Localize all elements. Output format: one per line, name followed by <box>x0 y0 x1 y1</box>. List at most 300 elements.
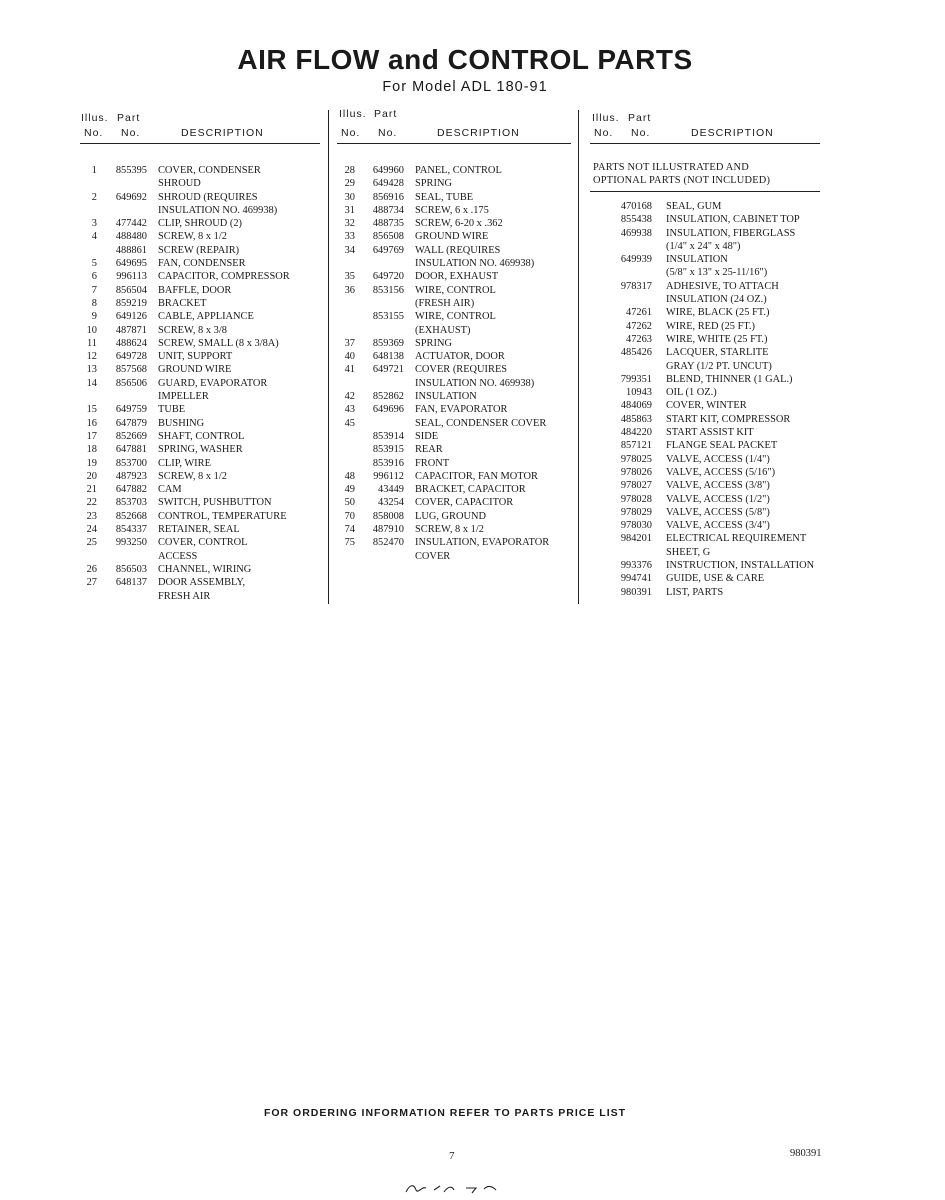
part-description: VALVE, ACCESS (1/4") <box>666 453 770 465</box>
part-number: 978026 <box>620 466 652 478</box>
not-illustrated-heading <box>593 161 770 188</box>
part-description: COVER, WINTER <box>666 400 747 412</box>
parts-row <box>590 559 840 572</box>
parts-list-column-1 <box>80 164 325 603</box>
part-description: (5/8" x 13" x 25-11/16") <box>666 267 768 279</box>
part-description: CLIP, SHROUD (2) <box>158 218 242 230</box>
part-description: GROUND WIRE <box>158 364 232 376</box>
part-description: CHANNEL, WIRING <box>158 563 252 575</box>
part-description: UNIT, SUPPORT <box>158 351 233 363</box>
parts-row <box>80 177 325 190</box>
part-number: 485863 <box>620 413 652 425</box>
part-description: BLEND, THINNER (1 GAL.) <box>666 373 793 385</box>
parts-row <box>337 191 575 204</box>
parts-row <box>590 439 840 452</box>
part-description: SHEET, G <box>666 546 711 558</box>
part-description: WIRE, WHITE (25 FT.) <box>666 333 768 345</box>
parts-row <box>80 284 325 297</box>
parts-row <box>80 550 325 563</box>
part-number: 649728 <box>115 351 147 363</box>
part-description: LUG, GROUND <box>415 510 486 522</box>
parts-row <box>590 386 840 399</box>
part-description: LACQUER, STARLITE <box>666 347 769 359</box>
part-description: ACCESS <box>158 550 198 562</box>
part-description: SCREW, 8 x 3/8 <box>158 324 227 336</box>
part-number: 980391 <box>620 586 652 598</box>
parts-row <box>337 390 575 403</box>
part-number: 978029 <box>620 506 652 518</box>
illus-number: 30 <box>344 191 355 203</box>
part-number: 647882 <box>115 484 147 496</box>
part-number: 984201 <box>620 533 652 545</box>
illus-number: 37 <box>344 337 355 349</box>
part-number: 852668 <box>115 510 147 522</box>
part-description: INSULATION <box>415 391 477 403</box>
part-number: 978025 <box>620 453 652 465</box>
part-description: (1/4" x 24" x 48") <box>666 240 741 252</box>
part-number: 43449 <box>378 484 404 496</box>
illus-number: 3 <box>91 218 97 230</box>
illus-number: 75 <box>344 537 355 549</box>
parts-row <box>590 346 840 359</box>
part-description: SHAFT, CONTROL <box>158 430 245 442</box>
parts-row <box>337 483 575 496</box>
part-number: 853155 <box>372 311 404 323</box>
parts-row <box>80 217 325 230</box>
illus-number: 2 <box>91 191 97 203</box>
illus-number: 70 <box>344 510 355 522</box>
part-number: 855438 <box>620 214 652 226</box>
part-number: 855395 <box>115 165 147 176</box>
illus-number: 45 <box>344 417 355 429</box>
parts-row <box>590 240 840 253</box>
parts-row <box>590 532 840 545</box>
part-number: 853916 <box>372 457 404 469</box>
illus-number: 17 <box>86 430 97 442</box>
part-number: 648138 <box>372 351 404 363</box>
illus-number: 42 <box>344 391 355 403</box>
parts-row <box>590 227 840 240</box>
parts-row <box>337 257 575 270</box>
part-description: SEAL, CONDENSER COVER <box>415 417 547 429</box>
parts-row <box>590 546 840 559</box>
illus-number: 15 <box>86 404 97 416</box>
parts-row <box>337 164 575 177</box>
part-description: VALVE, ACCESS (5/16") <box>666 466 776 478</box>
part-number: 859219 <box>115 297 147 309</box>
part-description: FAN, EVAPORATOR <box>415 404 508 416</box>
part-number: 858008 <box>372 510 404 522</box>
document-code: 980391 <box>790 1148 822 1159</box>
part-description: START ASSIST KIT <box>666 427 754 439</box>
parts-row <box>80 324 325 337</box>
part-description: CABLE, APPLIANCE <box>158 311 254 323</box>
parts-row <box>80 403 325 416</box>
parts-row <box>80 310 325 323</box>
parts-row <box>337 244 575 257</box>
parts-row <box>337 270 575 283</box>
parts-row <box>337 297 575 310</box>
parts-list-column-2 <box>337 164 575 563</box>
parts-row <box>337 536 575 549</box>
part-number: 853156 <box>372 284 404 296</box>
part-number: 649759 <box>115 404 147 416</box>
part-number: 649769 <box>372 244 404 256</box>
part-description: VALVE, ACCESS (3/4") <box>666 520 770 532</box>
parts-row <box>80 164 325 177</box>
col3-no2-header: No. <box>631 127 651 139</box>
parts-row <box>80 390 325 403</box>
part-number: 647879 <box>115 417 147 429</box>
part-description: SHROUD <box>158 178 201 190</box>
part-number: 649721 <box>372 364 404 376</box>
part-description: SCREW, 8 x 1/2 <box>158 231 227 243</box>
part-description: BRACKET <box>158 297 207 309</box>
part-description: GRAY (1/2 PT. UNCUT) <box>666 360 772 372</box>
part-description: WIRE, BLACK (25 FT.) <box>666 307 770 319</box>
part-number: 996113 <box>116 271 147 283</box>
part-description: SCREW, 6 x .175 <box>415 204 489 216</box>
part-description: FRONT <box>415 457 450 469</box>
part-description: FAN, CONDENSER <box>158 258 246 270</box>
part-description: SEAL, TUBE <box>415 191 474 203</box>
parts-row <box>590 572 840 585</box>
parts-row <box>337 430 575 443</box>
parts-row <box>590 519 840 532</box>
parts-row <box>337 310 575 323</box>
part-number: 857121 <box>620 440 652 452</box>
col1-illus-header: Illus. <box>81 112 109 124</box>
parts-row <box>80 457 325 470</box>
illus-number: 11 <box>86 337 97 349</box>
illus-number: 24 <box>86 524 97 536</box>
parts-row <box>590 213 840 226</box>
part-number: 488861 <box>115 244 147 256</box>
part-description: ELECTRICAL REQUIREMENT <box>666 533 807 545</box>
parts-row <box>80 590 325 603</box>
part-number: 485426 <box>620 347 652 359</box>
parts-row <box>337 523 575 536</box>
part-description: INSULATION NO. 469938) <box>415 258 535 270</box>
part-number: 799351 <box>620 373 652 385</box>
parts-row <box>337 510 575 523</box>
part-description: COVER, CONDENSER <box>158 165 261 176</box>
part-number: 649960 <box>372 165 404 176</box>
illus-number: 31 <box>344 204 355 216</box>
part-description: TUBE <box>158 404 186 416</box>
column-divider-1 <box>328 110 329 604</box>
part-number: 649696 <box>372 404 404 416</box>
parts-row <box>80 297 325 310</box>
illus-number: 32 <box>344 218 355 230</box>
part-number: 484220 <box>620 427 652 439</box>
part-description: PANEL, CONTROL <box>415 165 502 176</box>
part-number: 978317 <box>620 280 652 292</box>
part-description: (EXHAUST) <box>415 324 471 336</box>
part-number: 488480 <box>115 231 147 243</box>
part-number: 648137 <box>115 577 147 589</box>
illus-number: 14 <box>86 377 97 389</box>
part-number: 978028 <box>620 493 652 505</box>
illus-number: 40 <box>344 351 355 363</box>
illus-number: 23 <box>86 510 97 522</box>
col1-part-header: Part <box>117 112 141 124</box>
parts-row <box>590 413 840 426</box>
illus-number: 1 <box>91 165 97 176</box>
parts-row <box>590 506 840 519</box>
part-number: 856916 <box>372 191 404 203</box>
parts-list-column-3 <box>590 200 840 599</box>
part-number: 487923 <box>115 470 147 482</box>
part-description: COVER, CAPACITOR <box>415 497 514 509</box>
illus-number: 41 <box>344 364 355 376</box>
part-description: REAR <box>415 444 443 456</box>
parts-row <box>80 337 325 350</box>
part-number: 488735 <box>372 218 404 230</box>
part-description: CLIP, WIRE <box>158 457 211 469</box>
illus-number: 21 <box>86 484 97 496</box>
part-description: WIRE, CONTROL <box>415 284 496 296</box>
parts-row <box>80 536 325 549</box>
part-description: RETAINER, SEAL <box>158 524 240 536</box>
model-subtitle: For Model ADL 180-91 <box>382 79 548 95</box>
parts-row <box>80 417 325 430</box>
part-description: FRESH AIR <box>158 590 211 602</box>
part-number: 488734 <box>372 204 404 216</box>
not-illustrated-heading-line2: OPTIONAL PARTS (NOT INCLUDED) <box>593 175 771 187</box>
part-description: BAFFLE, DOOR <box>158 284 232 296</box>
parts-row <box>80 576 325 589</box>
page-title: AIR FLOW and CONTROL PARTS <box>237 44 693 75</box>
parts-row <box>337 550 575 563</box>
parts-row <box>590 479 840 492</box>
part-number: 487871 <box>115 324 147 336</box>
part-description: START KIT, COMPRESSOR <box>666 413 791 425</box>
part-description: SPRING <box>415 178 452 190</box>
part-description: COVER (REQUIRES <box>415 364 508 376</box>
part-description: GUIDE, USE & CARE <box>666 573 765 585</box>
illus-number: 26 <box>86 563 97 575</box>
col2-illus-header: Illus. <box>339 108 367 120</box>
parts-row <box>590 399 840 412</box>
illus-number: 74 <box>344 524 355 536</box>
parts-row <box>337 470 575 483</box>
part-number: 47261 <box>626 307 652 319</box>
part-number: 856506 <box>115 377 147 389</box>
part-description: INSULATION <box>666 254 728 266</box>
parts-row <box>590 333 840 346</box>
parts-row <box>590 360 840 373</box>
col3-description-header: DESCRIPTION <box>691 127 774 139</box>
part-number: 488624 <box>115 337 147 349</box>
parts-row <box>80 443 325 456</box>
part-number: 477442 <box>115 218 147 230</box>
parts-row <box>337 496 575 509</box>
parts-row <box>80 510 325 523</box>
parts-row <box>80 244 325 257</box>
part-description: DOOR, EXHAUST <box>415 271 499 283</box>
part-number: 856504 <box>115 284 147 296</box>
part-description: WIRE, RED (25 FT.) <box>666 320 755 332</box>
parts-row <box>337 177 575 190</box>
illus-number: 43 <box>344 404 355 416</box>
illus-number: 49 <box>344 484 355 496</box>
part-number: 649720 <box>372 271 404 283</box>
illus-number: 50 <box>344 497 355 509</box>
illus-number: 7 <box>91 284 97 296</box>
part-number: 859369 <box>372 337 404 349</box>
parts-row <box>80 257 325 270</box>
part-number: 47262 <box>626 320 652 332</box>
parts-row <box>337 337 575 350</box>
part-number: 853915 <box>372 444 404 456</box>
illus-number: 48 <box>344 470 355 482</box>
parts-row <box>80 230 325 243</box>
part-description: SCREW (REPAIR) <box>158 244 240 256</box>
illus-number: 36 <box>344 284 355 296</box>
part-description: SCREW, 8 x 1/2 <box>415 524 484 536</box>
illus-number: 19 <box>86 457 97 469</box>
part-number: 993250 <box>115 537 147 549</box>
part-number: 853700 <box>115 457 147 469</box>
part-number: 469938 <box>620 227 652 239</box>
col2-part-header: Part <box>374 108 398 120</box>
parts-row <box>337 230 575 243</box>
parts-row <box>80 350 325 363</box>
illus-number: 22 <box>86 497 97 509</box>
part-description: (FRESH AIR) <box>415 297 475 309</box>
parts-row <box>80 430 325 443</box>
part-number: 47263 <box>626 333 652 345</box>
col1-description-header: DESCRIPTION <box>181 127 264 139</box>
illus-number: 35 <box>344 271 355 283</box>
part-description: SWITCH, PUSHBUTTON <box>158 497 272 509</box>
parts-row <box>337 324 575 337</box>
part-number: 852862 <box>372 391 404 403</box>
col2-no-header: No. <box>341 127 361 139</box>
part-description: CAPACITOR, FAN MOTOR <box>415 470 538 482</box>
parts-row <box>590 426 840 439</box>
parts-row <box>80 496 325 509</box>
part-description: SPRING <box>415 337 452 349</box>
col1-no2-header: No. <box>121 127 141 139</box>
parts-row <box>590 373 840 386</box>
col2-header-rule <box>337 143 571 144</box>
part-description: SCREW, 6-20 x .362 <box>415 218 503 230</box>
illus-number: 8 <box>91 297 97 309</box>
parts-row <box>80 363 325 376</box>
part-number: 853703 <box>115 497 147 509</box>
part-number: 10943 <box>626 387 652 399</box>
part-description: CAM <box>158 484 182 496</box>
part-number: 852470 <box>372 537 404 549</box>
illus-number: 18 <box>86 444 97 456</box>
illus-number: 6 <box>91 271 97 283</box>
col3-illus-header: Illus. <box>592 112 620 124</box>
parts-row <box>80 483 325 496</box>
part-number: 649126 <box>115 311 147 323</box>
part-description: INSTRUCTION, INSTALLATION <box>666 560 815 572</box>
part-description: OIL (1 OZ.) <box>666 387 717 399</box>
illus-number: 16 <box>86 417 97 429</box>
illus-number: 5 <box>91 258 97 270</box>
parts-row <box>337 350 575 363</box>
part-number: 993376 <box>620 560 652 572</box>
illus-number: 12 <box>86 351 97 363</box>
part-number: 996112 <box>373 470 404 482</box>
parts-row <box>337 417 575 430</box>
parts-row <box>590 586 840 599</box>
part-number: 484069 <box>620 400 652 412</box>
part-number: 649692 <box>115 191 147 203</box>
col3-no-header: No. <box>594 127 614 139</box>
parts-row <box>337 284 575 297</box>
part-number: 856503 <box>115 563 147 575</box>
parts-row <box>590 320 840 333</box>
part-description: SEAL, GUM <box>666 201 722 212</box>
illus-number: 9 <box>91 311 97 323</box>
part-description: SPRING, WASHER <box>158 444 243 456</box>
part-description: SCREW, 8 x 1/2 <box>158 470 227 482</box>
illus-number: 10 <box>86 324 97 336</box>
part-number: 856508 <box>372 231 404 243</box>
not-illustrated-heading-line1: PARTS NOT ILLUSTRATED AND <box>593 162 749 173</box>
parts-row <box>80 470 325 483</box>
part-number: 978030 <box>620 520 652 532</box>
illus-number: 29 <box>344 178 355 190</box>
parts-row <box>80 377 325 390</box>
part-description: SHROUD (REQUIRES <box>158 191 258 203</box>
part-description: COVER, CONTROL <box>158 537 248 549</box>
part-number: 649939 <box>620 254 652 266</box>
parts-row <box>337 457 575 470</box>
part-description: VALVE, ACCESS (1/2") <box>666 493 770 505</box>
part-number: 487910 <box>372 524 404 536</box>
part-number: 853914 <box>372 430 404 442</box>
parts-row <box>337 204 575 217</box>
part-number: 852669 <box>115 430 147 442</box>
part-number: 649695 <box>115 258 147 270</box>
part-number: 854337 <box>115 524 147 536</box>
column-divider-2 <box>578 110 579 604</box>
part-description: SIDE <box>415 430 439 442</box>
part-description: INSULATION, CABINET TOP <box>666 214 800 226</box>
illus-number: 25 <box>86 537 97 549</box>
part-description: ACTUATOR, DOOR <box>415 351 505 363</box>
part-description: WALL (REQUIRES <box>415 244 501 256</box>
parts-row <box>590 293 840 306</box>
parts-row <box>590 306 840 319</box>
col3-header-rule <box>590 143 820 144</box>
col3-part-header: Part <box>628 112 652 124</box>
illus-number: 13 <box>86 364 97 376</box>
part-description: IMPELLER <box>158 391 209 403</box>
handwritten-mark <box>404 1180 504 1196</box>
part-number: 647881 <box>115 444 147 456</box>
ordering-note: FOR ORDERING INFORMATION REFER TO PARTS PRICE LIST <box>263 1107 627 1119</box>
illus-number: 28 <box>344 165 355 176</box>
col2-no2-header: No. <box>378 127 398 139</box>
illus-number: 34 <box>344 244 355 256</box>
parts-row <box>80 204 325 217</box>
part-number: 649428 <box>372 178 404 190</box>
part-description: INSULATION, FIBERGLASS <box>666 227 796 239</box>
part-description: LIST, PARTS <box>666 586 724 598</box>
parts-row <box>590 280 840 293</box>
part-description: COVER <box>415 550 451 562</box>
parts-row <box>337 443 575 456</box>
part-description: CONTROL, TEMPERATURE <box>158 510 287 522</box>
